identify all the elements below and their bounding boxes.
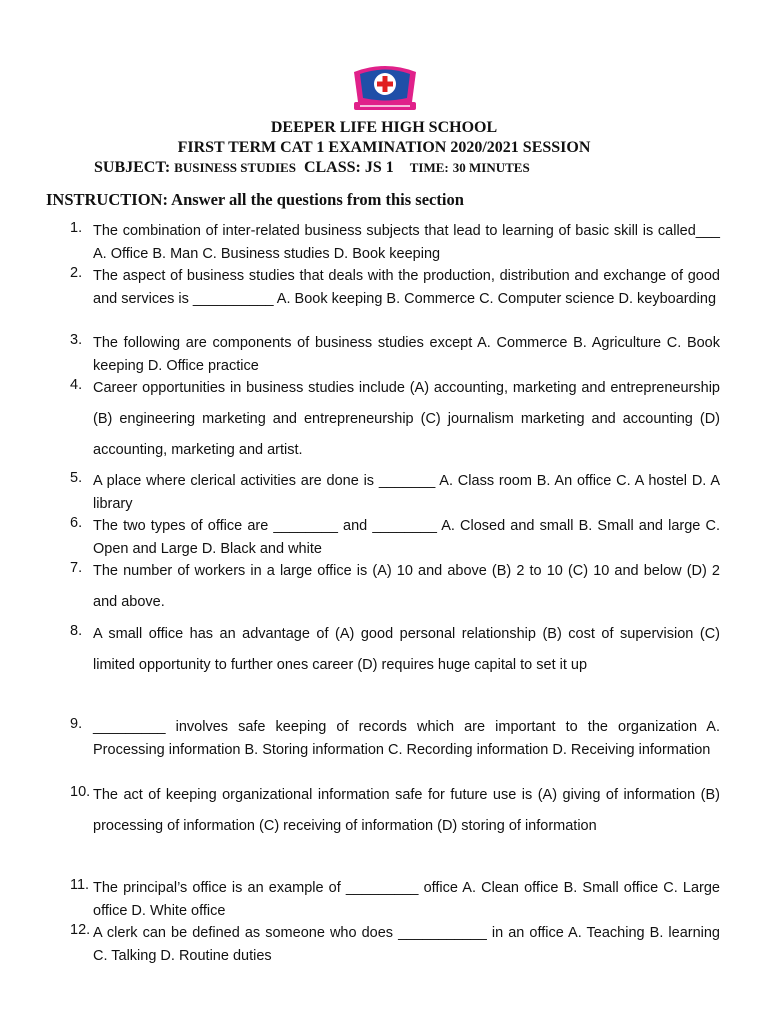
question-text: The number of workers in a large office is (A) 10 and above (B) 2 to 10 (C) 10 and below (D) 2 and above.	[93, 563, 720, 610]
question-text: The following are components of business studies except A. Commerce B. Agriculture C. Book keeping D. Office practice	[93, 335, 720, 374]
question-text: _________ involves safe keeping of records which are important to the organization A. Processing information B. Storing information C. Recording information D. Receiving information	[93, 719, 720, 758]
school-crest-icon	[346, 62, 424, 114]
time-value: 30 MINUTES	[452, 160, 530, 175]
subject-label: SUBJECT:	[94, 159, 171, 176]
question-number: 8.	[70, 623, 83, 639]
school-name: DEEPER LIFE HIGH SCHOOL	[270, 119, 498, 136]
question-text: The combination of inter-related business subjects that lead to learning of basic skill is called___ A. Office B. Man C. Business studies D. Book keeping	[93, 223, 720, 262]
question-number: 11.	[70, 877, 90, 893]
question-number: 10.	[70, 784, 91, 800]
question-text: The principal’s office is an example of _________ office A. Clean office B. Small office C. Large office D. White office	[93, 880, 720, 919]
question-number: 6.	[70, 515, 83, 531]
question-text: The two types of office are ________ and ________ A. Closed and small B. Small and large C. Open and Large D. Black and white	[93, 518, 720, 557]
question-number: 3.	[70, 332, 83, 348]
question-number: 7.	[70, 560, 83, 576]
class-label: CLASS: JS 1	[303, 159, 394, 176]
question-number: 4.	[70, 377, 83, 393]
question-number: 12.	[70, 922, 91, 938]
question-text: The act of keeping organizational information safe for future use is (A) giving of information (B) processing of information (C) receiving of information (D) storing of information	[93, 787, 720, 834]
time-label: TIME:	[409, 160, 449, 175]
question-text: A clerk can be defined as someone who does ___________ in an office A. Teaching B. learning C. Talking D. Routine duties	[93, 925, 720, 964]
question-text: A place where clerical activities are done is _______ A. Class room B. An office C. A hostel D. A library	[93, 473, 720, 512]
question-number: 5.	[70, 470, 83, 486]
question-number: 2.	[70, 265, 83, 281]
instruction-text: INSTRUCTION: Answer all the questions from this section	[46, 190, 464, 209]
subject-value: BUSINESS STUDIES	[174, 160, 296, 175]
question-text: The aspect of business studies that deals with the production, distribution and exchange of good and services is __________ A. Book keeping B. Commerce C. Computer science D. keyboarding	[93, 268, 720, 307]
subject-line	[94, 159, 530, 177]
question-text: Career opportunities in business studies include (A) accounting, marketing and entrepreneurship (B) engineering marketing and entrepreneurship (C) journalism marketing and accounting (D) accounting, marketing and artist.	[93, 380, 720, 458]
question-number: 1.	[70, 220, 83, 236]
question-number: 9.	[70, 716, 83, 732]
exam-title: FIRST TERM CAT 1 EXAMINATION 2020/2021 SESSION	[177, 139, 591, 156]
question-text: A small office has an advantage of (A) good personal relationship (B) cost of supervision (C) limited opportunity to further ones career (D) requires huge capital to set it up	[93, 626, 720, 673]
